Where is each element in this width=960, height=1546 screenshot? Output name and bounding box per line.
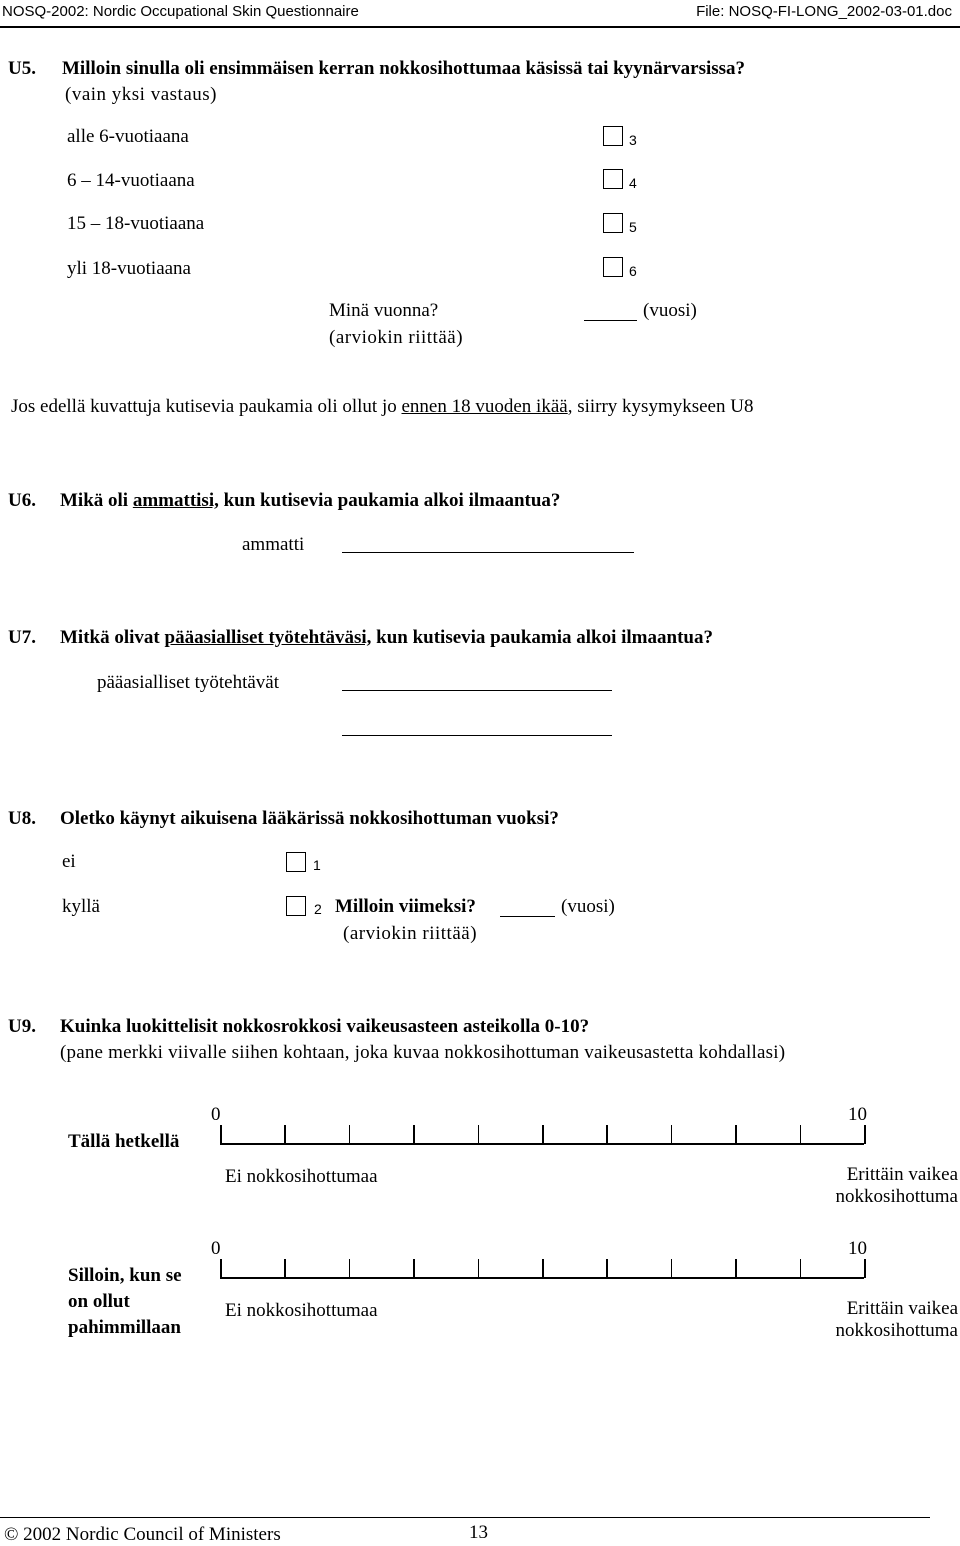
u8-option-checkbox[interactable]: [286, 896, 306, 916]
scale-tick: [542, 1125, 544, 1144]
scale-min-label: 0: [211, 1104, 221, 1125]
u5-year-note: (arviokin riittää): [329, 327, 464, 348]
header-divider: [0, 26, 960, 28]
scale-tick: [735, 1125, 737, 1144]
u8-option-label: kyllä: [62, 896, 100, 917]
scale-tick: [284, 1125, 286, 1144]
scale-max-label: 10: [848, 1104, 867, 1125]
scale-tick: [220, 1259, 222, 1278]
u8-number: U8.: [8, 808, 36, 829]
u5-option-checkbox[interactable]: [603, 169, 623, 189]
scale-tick: [800, 1125, 802, 1144]
scale-low-anchor: Ei nokkosihottumaa: [225, 1300, 378, 1321]
u5-question: Milloin sinulla oli ensimmäisen kerran nokkosihottumaa käsissä tai kyynärvarsissa?: [62, 58, 746, 79]
u5-option-checkbox[interactable]: [603, 213, 623, 233]
scale-tick: [735, 1259, 737, 1278]
u6-occupation-input[interactable]: [342, 552, 634, 553]
scale-tick: [671, 1259, 673, 1278]
scale-tick: [349, 1125, 351, 1144]
u5-option-checkbox[interactable]: [603, 257, 623, 277]
u8-option-checkbox[interactable]: [286, 852, 306, 872]
u8-year-unit: (vuosi): [561, 896, 615, 917]
u9-question: Kuinka luokittelisit nokkosrokkosi vaikeusasteen asteikolla 0-10?: [60, 1016, 590, 1037]
u5-option-code: 4: [629, 175, 637, 191]
u6-question: Mikä oli ammattisi, kun kutisevia paukamia alkoi ilmaantua?: [60, 490, 561, 511]
u5-option-label: 15 – 18-vuotiaana: [67, 213, 205, 234]
scale-tick: [800, 1259, 802, 1278]
scale-tick: [864, 1259, 866, 1278]
u8-year-input[interactable]: [500, 916, 555, 917]
u7-tasks-input[interactable]: [342, 690, 612, 691]
scale-tick: [671, 1125, 673, 1144]
footer-divider: [0, 1517, 930, 1518]
u5-option-label: yli 18-vuotiaana: [67, 258, 191, 279]
scale-tick: [413, 1259, 415, 1278]
header-filename: File: NOSQ-FI-LONG_2002-03-01.doc: [696, 3, 952, 20]
u5-option-checkbox[interactable]: [603, 126, 623, 146]
scale-tick: [606, 1125, 608, 1144]
u8-option-code: 2: [314, 901, 322, 917]
u5-option-code: 6: [629, 263, 637, 279]
u8-option-label: ei: [62, 851, 76, 872]
u5-option-code: 3: [629, 132, 637, 148]
u8-option-code: 1: [313, 857, 321, 873]
scale-max-label: 10: [848, 1238, 867, 1259]
scale-high-anchor: Erittäin vaikea nokkosihottuma: [835, 1164, 958, 1207]
scale-tick: [413, 1125, 415, 1144]
scale-tick: [284, 1259, 286, 1278]
scale-min-label: 0: [211, 1238, 221, 1259]
scale-low-anchor: Ei nokkosihottumaa: [225, 1166, 378, 1187]
scale-worst-label: Silloin, kun se on ollut pahimmillaan: [68, 1265, 182, 1338]
u7-tasks-input[interactable]: [342, 735, 612, 736]
scale-tick: [220, 1125, 222, 1144]
u7-question: Mitkä olivat pääasialliset työtehtäväsi, kun kutisevia paukamia alkoi ilmaantua?: [60, 627, 713, 648]
footer-copyright: © 2002 Nordic Council of Ministers: [4, 1524, 281, 1545]
u5-year-unit: (vuosi): [643, 300, 697, 321]
header-title: NOSQ-2002: Nordic Occupational Skin Questionnaire: [2, 3, 359, 20]
u8-followup: Milloin viimeksi?: [335, 896, 476, 917]
u9-number: U9.: [8, 1016, 36, 1037]
u6-number: U6.: [8, 490, 36, 511]
scale-tick: [606, 1259, 608, 1278]
scale-tick: [349, 1259, 351, 1278]
scale-tick: [542, 1259, 544, 1278]
scale-current-label: Tällä hetkellä: [68, 1131, 180, 1152]
scale-tick: [864, 1125, 866, 1144]
u5-year-label: Minä vuonna?: [329, 300, 439, 321]
u8-year-note: (arviokin riittää): [343, 923, 478, 944]
u5-option-label: alle 6-vuotiaana: [67, 126, 189, 147]
u5-year-input[interactable]: [584, 320, 637, 321]
u5-number: U5.: [8, 58, 36, 79]
u7-number: U7.: [8, 627, 36, 648]
scale-tick: [478, 1125, 480, 1144]
scale-tick: [478, 1259, 480, 1278]
u6-field-label: ammatti: [242, 534, 305, 555]
u5-instruction: (vain yksi vastaus): [65, 84, 217, 105]
footer-page-number: 13: [469, 1522, 488, 1543]
u5-option-code: 5: [629, 219, 637, 235]
u8-question: Oletko käynyt aikuisena lääkärissä nokkosihottuman vuoksi?: [60, 808, 559, 829]
u5-option-label: 6 – 14-vuotiaana: [67, 170, 195, 191]
u9-instruction: (pane merkki viivalle siihen kohtaan, joka kuvaa nokkosihottuman vaikeusastetta kohdallasi): [60, 1042, 786, 1063]
scale-high-anchor: Erittäin vaikea nokkosihottuma: [835, 1298, 958, 1341]
u7-field-label: pääasialliset työtehtävät: [97, 672, 280, 693]
skip-instruction: Jos edellä kuvattuja kutisevia paukamia oli ollut jo ennen 18 vuoden ikää, siirry kysymykseen U8: [11, 396, 754, 417]
